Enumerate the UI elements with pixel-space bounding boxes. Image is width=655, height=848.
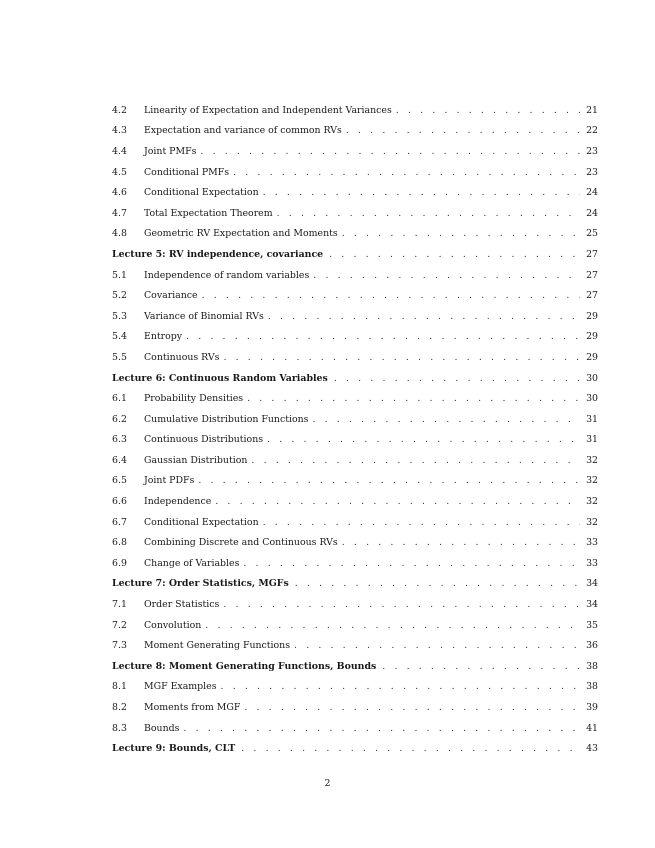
toc-entry-title: Conditional Expectation: [144, 516, 259, 528]
toc-section-number: 4.4: [112, 145, 127, 157]
toc-section-entry[interactable]: [112, 450, 598, 471]
toc-page-number: 43: [586, 743, 598, 755]
toc-section-entry[interactable]: [112, 388, 598, 409]
toc-page-number: 33: [586, 557, 598, 569]
toc-entry-title: Lecture 9: Bounds, CLT: [112, 743, 236, 755]
toc-page-number: 25: [586, 228, 598, 240]
toc-section-number: 4.5: [112, 166, 127, 178]
toc-section-number: 5.4: [112, 331, 127, 343]
toc-section-entry[interactable]: [112, 121, 598, 142]
toc-dot-leader: [243, 558, 580, 569]
toc-page-number: 23: [586, 145, 598, 157]
toc-section-number: 7.3: [112, 640, 127, 652]
toc-entry-title: Combining Discrete and Continuous RVs: [144, 537, 338, 549]
toc-section-number: 5.3: [112, 310, 127, 322]
toc-section-entry[interactable]: [112, 430, 598, 451]
toc-lecture-entry[interactable]: [112, 574, 598, 595]
toc-lecture-entry[interactable]: [112, 738, 598, 759]
toc-page-number: 21: [586, 104, 598, 116]
toc-section-number: 4.8: [112, 228, 127, 240]
toc-section-entry[interactable]: [112, 677, 598, 698]
toc-dot-leader: [342, 228, 580, 239]
toc-section-entry[interactable]: [112, 203, 598, 224]
toc-section-number: 6.6: [112, 496, 127, 508]
toc-section-entry[interactable]: [112, 265, 598, 286]
page-number: 2: [324, 778, 331, 789]
toc-page-number: 36: [586, 640, 598, 652]
toc-entry-title: Convolution: [144, 619, 202, 631]
toc-entry-title: Change of Variables: [144, 557, 240, 569]
toc-entry-title: Lecture 7: Order Statistics, MGFs: [112, 578, 289, 590]
toc-page-number: 29: [586, 331, 598, 343]
toc-dot-leader: [277, 208, 580, 219]
toc-page-number: 32: [586, 496, 598, 508]
toc-dot-leader: [251, 455, 580, 466]
toc-page-number: 30: [586, 393, 598, 405]
toc-section-number: 6.9: [112, 557, 127, 569]
toc-entry-title: Probability Densities: [144, 393, 244, 405]
toc-section-entry[interactable]: [112, 512, 598, 533]
toc-dot-leader: [295, 578, 580, 589]
toc-entry-title: Conditional Expectation: [144, 187, 259, 199]
toc-dot-leader: [334, 373, 580, 384]
toc-lecture-entry[interactable]: [112, 244, 598, 265]
toc-section-entry[interactable]: [112, 224, 598, 245]
toc-page-number: 32: [586, 475, 598, 487]
toc-section-number: 6.7: [112, 516, 127, 528]
toc-entry-title: Lecture 6: Continuous Random Variables: [112, 372, 328, 384]
toc-entry-title: Independence: [144, 496, 212, 508]
toc-section-entry[interactable]: [112, 285, 598, 306]
toc-dot-leader: [233, 167, 580, 178]
toc-dot-leader: [346, 125, 580, 136]
toc-dot-leader: [329, 249, 580, 260]
toc-dot-leader: [223, 352, 580, 363]
toc-section-entry[interactable]: [112, 615, 598, 636]
toc-section-number: 4.6: [112, 187, 127, 199]
toc-entry-title: Variance of Binomial RVs: [144, 310, 264, 322]
toc-dot-leader: [244, 702, 580, 713]
toc-entry-title: MGF Examples: [144, 681, 217, 693]
toc-page-number: 27: [586, 269, 598, 281]
toc-dot-leader: [263, 517, 580, 528]
toc-page-number: 39: [586, 702, 598, 714]
toc-section-number: 4.2: [112, 104, 127, 116]
toc-page-number: 24: [586, 207, 598, 219]
toc-page-number: 35: [586, 619, 598, 631]
toc-entry-title: Total Expectation Theorem: [144, 207, 273, 219]
toc-page-number: 33: [586, 537, 598, 549]
toc-dot-leader: [342, 537, 580, 548]
toc-entry-title: Independence of random variables: [144, 269, 310, 281]
toc-entry-title: Bounds: [144, 722, 180, 734]
toc-section-entry[interactable]: [112, 553, 598, 574]
table-of-contents: [112, 100, 598, 759]
toc-entry-title: Lecture 8: Moment Generating Functions, Bounds: [112, 660, 377, 672]
toc-section-entry[interactable]: [112, 182, 598, 203]
toc-dot-leader: [186, 331, 580, 342]
toc-entry-title: Linearity of Expectation and Independent Variances: [144, 104, 392, 116]
toc-dot-leader: [382, 661, 580, 672]
toc-page-number: 32: [586, 454, 598, 466]
toc-page-number: 41: [586, 722, 598, 734]
toc-page-number: 24: [586, 187, 598, 199]
toc-section-number: 4.7: [112, 207, 127, 219]
toc-section-number: 5.1: [112, 269, 127, 281]
toc-entry-title: Covariance: [144, 290, 198, 302]
toc-section-number: 8.2: [112, 702, 127, 714]
toc-section-number: 5.5: [112, 351, 127, 363]
toc-section-entry[interactable]: [112, 306, 598, 327]
toc-page-number: 29: [586, 310, 598, 322]
toc-section-entry[interactable]: [112, 327, 598, 348]
toc-section-number: 8.1: [112, 681, 127, 693]
toc-dot-leader: [247, 393, 580, 404]
toc-entry-title: Expectation and variance of common RVs: [144, 125, 342, 137]
toc-dot-leader: [396, 105, 580, 116]
toc-section-entry[interactable]: [112, 594, 598, 615]
toc-page-number: 27: [586, 248, 598, 260]
toc-dot-leader: [215, 496, 580, 507]
toc-dot-leader: [183, 723, 580, 734]
toc-section-entry[interactable]: [112, 718, 598, 739]
toc-section-number: 8.3: [112, 722, 127, 734]
toc-section-number: 6.4: [112, 454, 127, 466]
toc-section-number: 6.3: [112, 434, 127, 446]
toc-dot-leader: [200, 146, 580, 157]
toc-page-number: 29: [586, 351, 598, 363]
toc-entry-title: Geometric RV Expectation and Moments: [144, 228, 338, 240]
toc-entry-title: Continuous Distributions: [144, 434, 264, 446]
toc-section-number: 7.1: [112, 599, 127, 611]
toc-entry-title: Cumulative Distribution Functions: [144, 413, 309, 425]
toc-entry-title: Joint PDFs: [144, 475, 195, 487]
toc-section-entry[interactable]: [112, 100, 598, 121]
toc-entry-title: Moments from MGF: [144, 702, 241, 714]
toc-entry-title: Joint PMFs: [144, 145, 197, 157]
toc-page-number: 32: [586, 516, 598, 528]
toc-dot-leader: [205, 620, 580, 631]
toc-lecture-entry[interactable]: [112, 368, 598, 389]
toc-entry-title: Conditional PMFs: [144, 166, 230, 178]
toc-page-number: 27: [586, 290, 598, 302]
toc-section-entry[interactable]: [112, 635, 598, 656]
toc-dot-leader: [312, 414, 580, 425]
toc-section-entry[interactable]: [112, 409, 598, 430]
toc-section-number: 6.5: [112, 475, 127, 487]
toc-page-number: 34: [586, 599, 598, 611]
toc-page-number: 23: [586, 166, 598, 178]
toc-dot-leader: [223, 599, 580, 610]
toc-section-number: 6.1: [112, 393, 127, 405]
toc-entry-title: Order Statistics: [144, 599, 220, 611]
toc-dot-leader: [263, 187, 580, 198]
toc-dot-leader: [221, 681, 580, 692]
toc-entry-title: Lecture 5: RV independence, covariance: [112, 248, 324, 260]
toc-lecture-entry[interactable]: [112, 656, 598, 677]
toc-dot-leader: [268, 311, 580, 322]
toc-dot-leader: [202, 290, 580, 301]
toc-dot-leader: [241, 743, 580, 754]
toc-section-entry[interactable]: [112, 162, 598, 183]
toc-page-number: 22: [586, 125, 598, 137]
toc-section-number: 7.2: [112, 619, 127, 631]
toc-dot-leader: [313, 270, 580, 281]
toc-section-entry[interactable]: [112, 471, 598, 492]
toc-entry-title: Continuous RVs: [144, 351, 220, 363]
toc-page-number: 34: [586, 578, 598, 590]
toc-section-entry[interactable]: [112, 347, 598, 368]
toc-page-number: 38: [586, 681, 598, 693]
toc-section-number: 6.8: [112, 537, 127, 549]
toc-page-number: 31: [586, 434, 598, 446]
toc-section-number: 4.3: [112, 125, 127, 137]
toc-page-number: 31: [586, 413, 598, 425]
toc-entry-title: Entropy: [144, 331, 183, 343]
toc-section-entry[interactable]: [112, 491, 598, 512]
toc-dot-leader: [294, 640, 580, 651]
toc-dot-leader: [198, 475, 580, 486]
toc-entry-title: Gaussian Distribution: [144, 454, 248, 466]
toc-entry-title: Moment Generating Functions: [144, 640, 291, 652]
toc-section-entry[interactable]: [112, 141, 598, 162]
toc-dot-leader: [267, 434, 580, 445]
toc-page-number: 38: [586, 660, 598, 672]
toc-page-number: 30: [586, 372, 598, 384]
toc-section-entry[interactable]: [112, 697, 598, 718]
toc-section-entry[interactable]: [112, 532, 598, 553]
toc-section-number: 5.2: [112, 290, 127, 302]
toc-section-number: 6.2: [112, 413, 127, 425]
